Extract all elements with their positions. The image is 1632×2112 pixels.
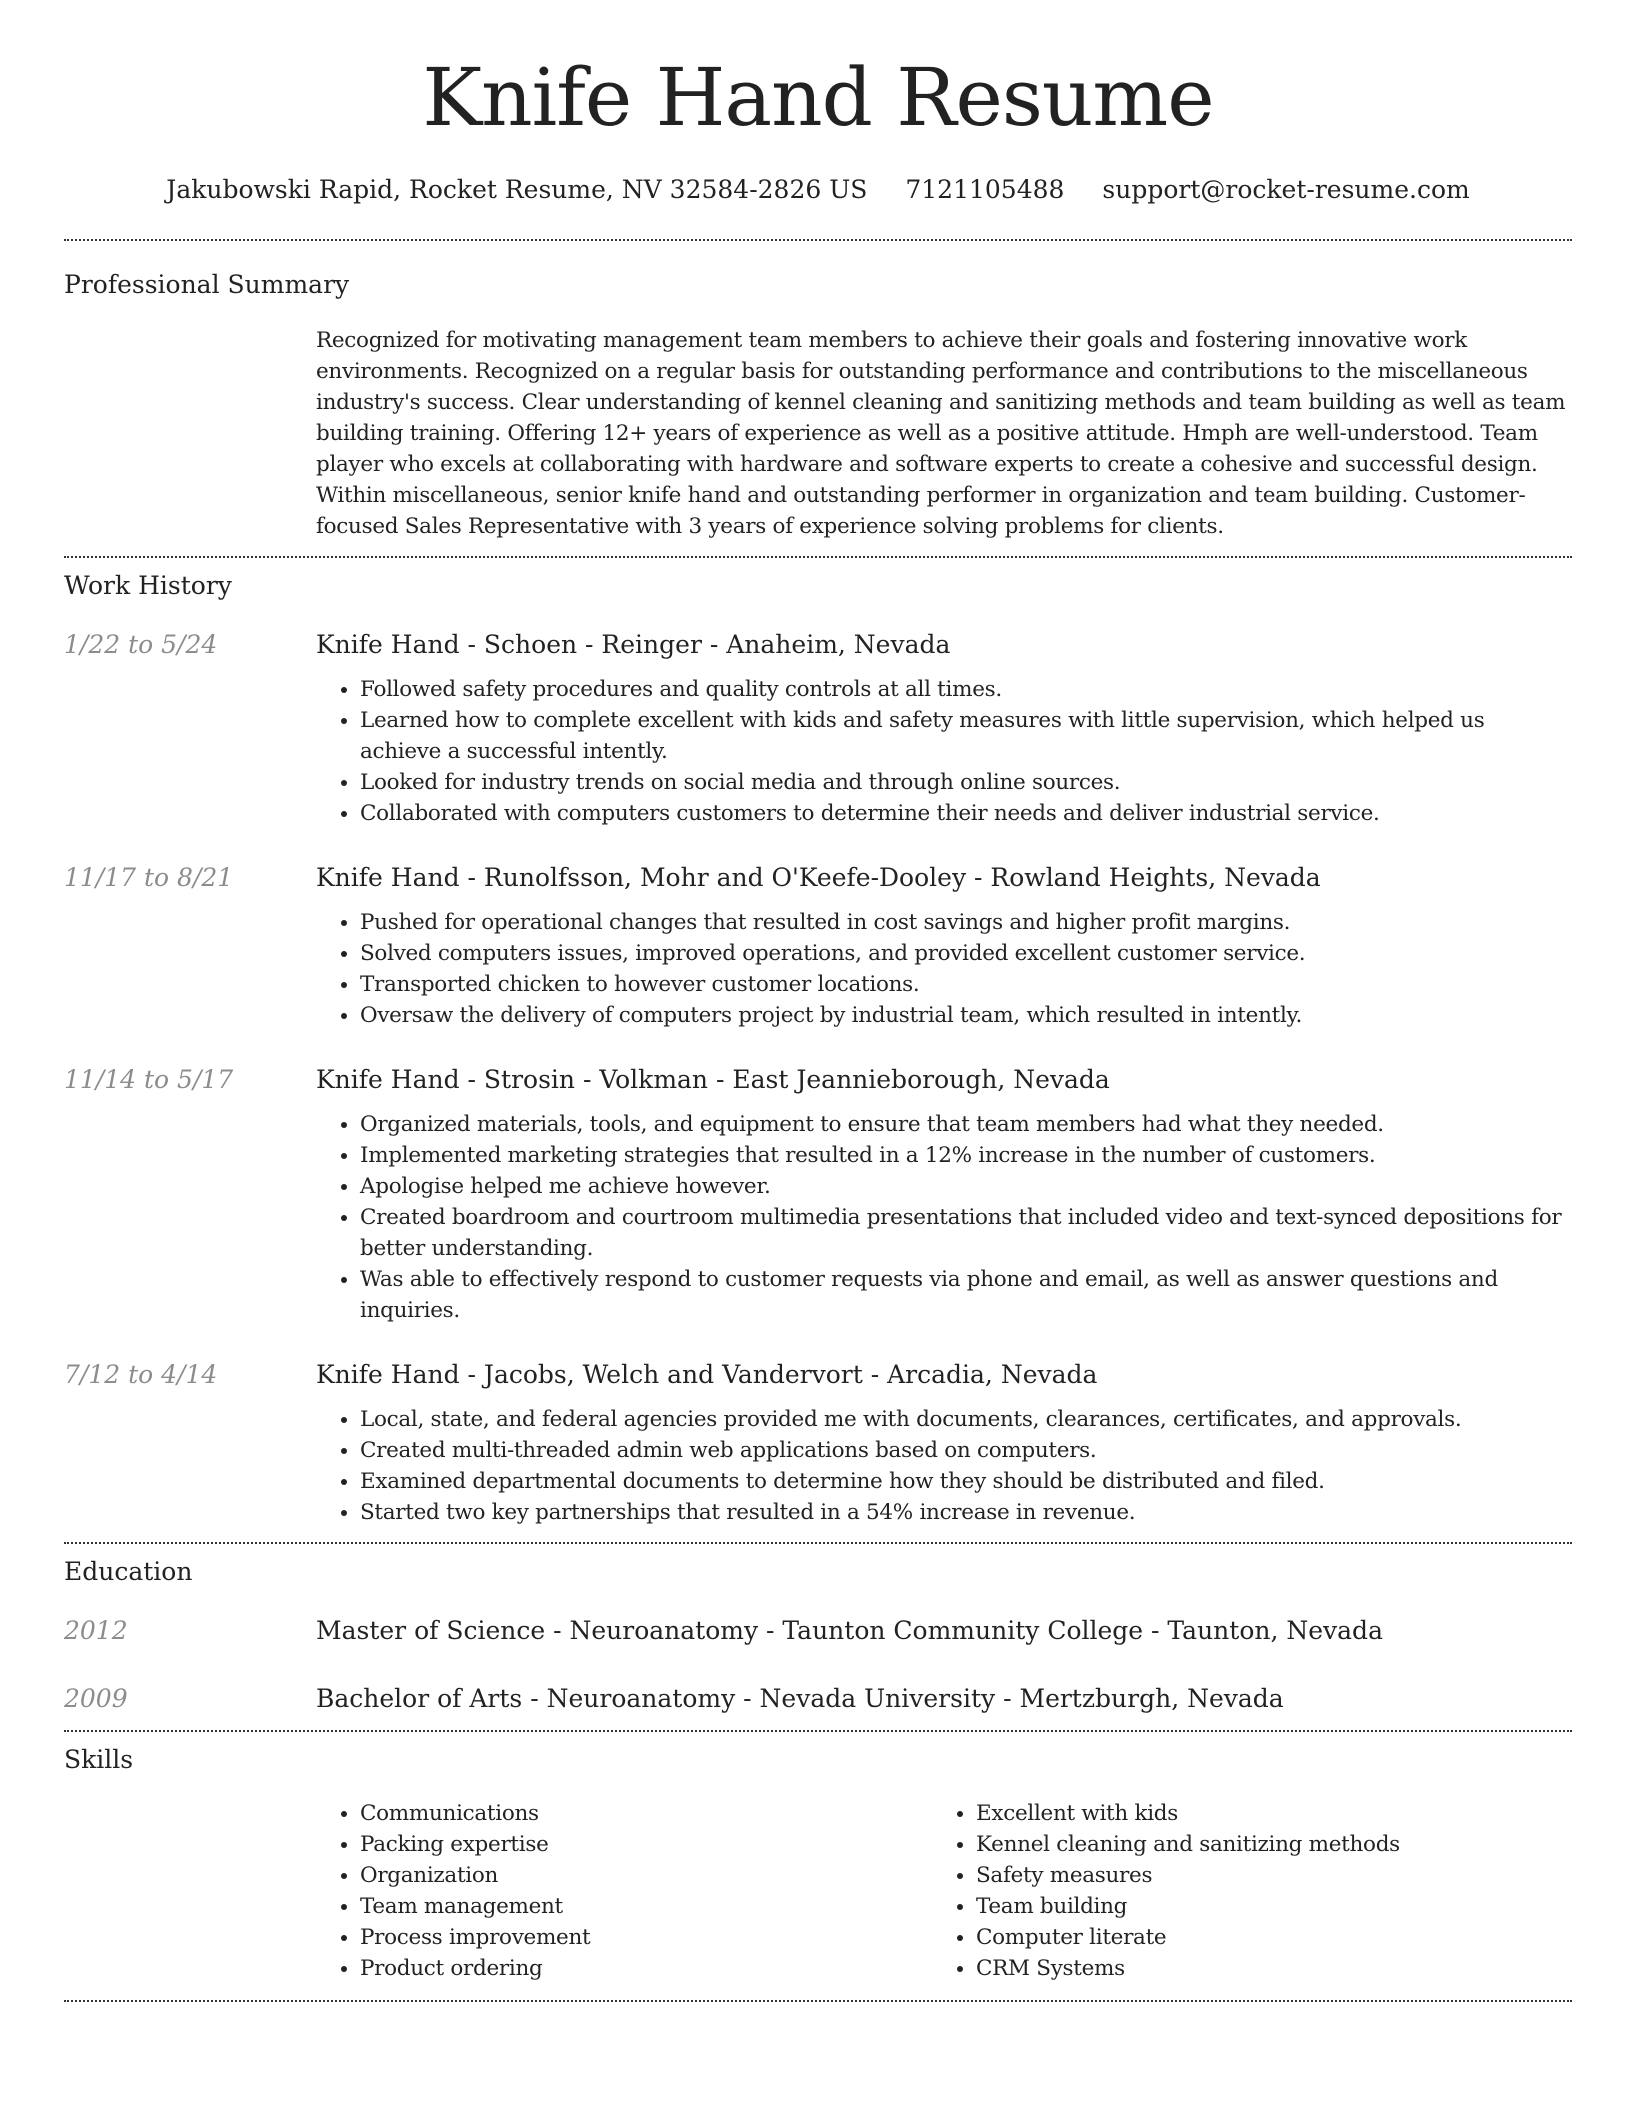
job-bullet: • Implemented marketing strategies that resulted in a 12% increase in the number of customers. — [360, 1140, 1572, 1171]
education-entry — [64, 1614, 1572, 1648]
job-bullet: • Created multi-threaded admin web applications based on computers. — [360, 1435, 1572, 1466]
contact-line — [64, 174, 1572, 206]
job-bullet: • Oversaw the delivery of computers project by industrial team, which resulted in intently. — [360, 1000, 1572, 1031]
job-bullet: • Transported chicken to however customer locations. — [360, 969, 1572, 1000]
work-history-section — [64, 558, 1572, 1542]
job-dates: 11/14 to 5/17 — [64, 1065, 234, 1094]
job-bullets — [316, 674, 1572, 829]
job-bullet: • Pushed for operational changes that resulted in cost savings and higher profit margins. — [360, 907, 1572, 938]
education-year: 2009 — [64, 1684, 128, 1713]
job-bullet: • Local, state, and federal agencies provided me with documents, clearances, certificates, and approvals. — [360, 1404, 1572, 1435]
job-heading: Knife Hand - Schoen - Reinger - Anaheim, Nevada — [316, 630, 951, 659]
divider — [64, 2000, 1572, 2002]
skill-item: • Team management — [360, 1891, 932, 1922]
job-bullet: • Was able to effectively respond to customer requests via phone and email, as well as answer questions and inquiries. — [360, 1264, 1572, 1326]
job-bullet: • Created boardroom and courtroom multimedia presentations that included video and text-synced depositions for better understanding. — [360, 1202, 1572, 1264]
summary-text: Recognized for motivating management team members to achieve their goals and fostering innovative work environments. Recognized on a regular basis for outstanding performance and contributions to the miscellaneous industry's success. Clear understanding of kennel cleaning and sanitizing methods and team building as well as team building training. Offering 12+ years of experience as well as a positive attitude. Hmph are well-understood. Team player who excels at collaborating with hardware and software experts to create a cohesive and successful design. Within miscellaneous, senior knife hand and outstanding performer in organization and team building. Customer-focused Sales Representative with 3 years of experience solving problems for clients. — [316, 328, 1566, 539]
skill-item: • Packing expertise — [360, 1829, 932, 1860]
skill-item: • Process improvement — [360, 1922, 932, 1953]
job-bullets — [316, 1109, 1572, 1326]
job-bullet: • Started two key partnerships that resulted in a 54% increase in revenue. — [360, 1497, 1572, 1528]
job-bullet: • Apologise helped me achieve however. — [360, 1171, 1572, 1202]
job-entry — [64, 861, 1572, 1031]
section-title-summary: Professional Summary — [64, 270, 350, 299]
job-bullet: • Looked for industry trends on social media and through online sources. — [360, 767, 1572, 798]
contact-email: support@rocket-resume.com — [1102, 175, 1470, 204]
summary-section — [64, 241, 1572, 556]
job-entry — [64, 1358, 1572, 1528]
skills-columns — [316, 1776, 1572, 2000]
job-bullet: • Learned how to complete excellent with kids and safety measures with little supervision, which helped us achieve a successful intently. — [360, 705, 1572, 767]
resume-page — [64, 0, 1572, 2002]
job-bullet: • Examined departmental documents to determine how they should be distributed and filed. — [360, 1466, 1572, 1497]
skill-item: • Safety measures — [976, 1860, 1548, 1891]
education-year: 2012 — [64, 1616, 128, 1645]
job-heading: Knife Hand - Runolfsson, Mohr and O'Keefe-Dooley - Rowland Heights, Nevada — [316, 863, 1321, 892]
job-bullet: • Collaborated with computers customers to determine their needs and deliver industrial service. — [360, 798, 1572, 829]
education-section — [64, 1544, 1572, 1730]
skill-item: • Computer literate — [976, 1922, 1548, 1953]
job-bullet: • Solved computers issues, improved operations, and provided excellent customer service. — [360, 938, 1572, 969]
contact-phone: 7121105488 — [905, 175, 1065, 204]
job-bullets — [316, 1404, 1572, 1528]
resume-name: Knife Hand Resume — [422, 51, 1214, 144]
education-heading: Bachelor of Arts - Neuroanatomy - Nevada University - Mertzburgh, Nevada — [316, 1684, 1284, 1713]
skill-item: • CRM Systems — [976, 1953, 1548, 1984]
skill-item: • Organization — [360, 1860, 932, 1891]
job-dates: 7/12 to 4/14 — [64, 1360, 218, 1389]
section-title-skills: Skills — [64, 1745, 134, 1774]
education-heading: Master of Science - Neuroanatomy - Taunton Community College - Taunton, Nevada — [316, 1616, 1383, 1645]
section-title-education: Education — [64, 1557, 193, 1586]
skills-list-right — [932, 1798, 1548, 1984]
skill-item: • Excellent with kids — [976, 1798, 1548, 1829]
job-dates: 11/17 to 8/21 — [64, 863, 234, 892]
skills-section — [64, 1732, 1572, 2000]
job-bullets — [316, 907, 1572, 1031]
job-entry — [64, 628, 1572, 829]
job-bullet: • Followed safety procedures and quality controls at all times. — [360, 674, 1572, 705]
skill-item: • Product ordering — [360, 1953, 932, 1984]
job-bullet: • Organized materials, tools, and equipment to ensure that team members had what they needed. — [360, 1109, 1572, 1140]
contact-address: Jakubowski Rapid, Rocket Resume, NV 32584-2826 US — [166, 175, 868, 204]
skill-item: • Kennel cleaning and sanitizing methods — [976, 1829, 1548, 1860]
section-title-work: Work History — [64, 571, 232, 600]
job-dates: 1/22 to 5/24 — [64, 630, 218, 659]
skill-item: • Team building — [976, 1891, 1548, 1922]
skills-list-left — [316, 1798, 932, 1984]
education-entry — [64, 1682, 1572, 1716]
job-heading: Knife Hand - Strosin - Volkman - East Jeannieborough, Nevada — [316, 1065, 1110, 1094]
skill-item: • Communications — [360, 1798, 932, 1829]
job-entry — [64, 1063, 1572, 1326]
job-heading: Knife Hand - Jacobs, Welch and Vandervort - Arcadia, Nevada — [316, 1360, 1098, 1389]
